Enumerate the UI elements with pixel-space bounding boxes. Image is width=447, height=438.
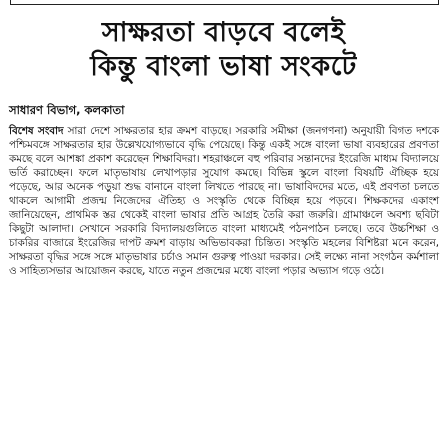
article-text: সারা দেশে সাক্ষরতার হার ক্রমশ বাড়ছে। সরকারি সমীক্ষা (জনগণনা) অনুযায়ী বিগত দশকে পশ্চিমবঙ্গে সাক্ষরতার হার উল্লেখযোগ্যভাবে বৃদ্ধি পেয়েছে। কিন্তু একই সঙ্গে বাংলা ভাষা ব্যবহারের প্রবণতা কমছে বলে আশঙ্কা প্রকাশ করেছেন শিক্ষাবিদরা। শহরাঞ্চলে বহু পরিবার সন্তানদের ইংরেজি মাধ্যম বিদ্যালয়ে ভর্তি করাচ্ছেন। ফলে মাতৃভাষায় লেখাপড়ার সুযোগ কমছে। বিভিন্ন স্কুলে বাংলা বিষয়টি ঐচ্ছিক হয়ে পড়েছে, আর অনেক পড়ুয়া শুদ্ধ বানানে বাংলা লিখতে পারছে না। ভাষাবিদদের মতে, এই প্রবণতা চলতে থাকলে আগামী প্রজন্ম নিজেদের ঐতিহ্য ও সংস্কৃতি থেকে বিচ্ছিন্ন হয়ে পড়বে। শিক্ষকদের একাংশ জানিয়েছেন, প্রাথমিক স্তর থেকেই বাংলা ভাষার প্রতি আগ্রহ তৈরি করা জরুরি। গ্রামাঞ্চলে অবশ্য ছবিটা কিছুটা আলাদা। সেখানে সরকারি বিদ্যালয়গুলিতে বাংলা মাধ্যমেই পঠনপাঠন চলছে। তবে উচ্চশিক্ষা ও চাকরির বাজারে ইংরেজির দাপট ক্রমশ বাড়ায় অভিভাবকরা চিন্তিত। সংস্কৃতি মহলের বিশিষ্টরা মনে করেন, সাক্ষরতা বৃদ্ধির সঙ্গে সঙ্গে মাতৃভাষার চর্চাও সমান গুরুত্ব পাওয়া দরকার। সেই লক্ষ্যে নানা সংগঠন কর্মশালা ও সাহিত্যসভার আয়োজন করছে, যাতে নতুন প্রজন্মের মধ্যে বাংলা পড়ার অভ্যাস গড়ে ওঠে। [9,125,439,277]
top-border-rule [10,0,439,5]
headline-line-2: কিন্তু বাংলা ভাষা সংকটে [90,51,357,82]
article-lead: বিশেষ সংবাদ [9,125,64,137]
headline [0,16,447,84]
article-paragraph [9,124,439,278]
byline: সাধারণ বিভাগ, কলকাতা [9,103,125,117]
article-body [9,124,439,278]
headline-line-1: সাক্ষরতা বাড়বে বলেই [101,17,346,48]
